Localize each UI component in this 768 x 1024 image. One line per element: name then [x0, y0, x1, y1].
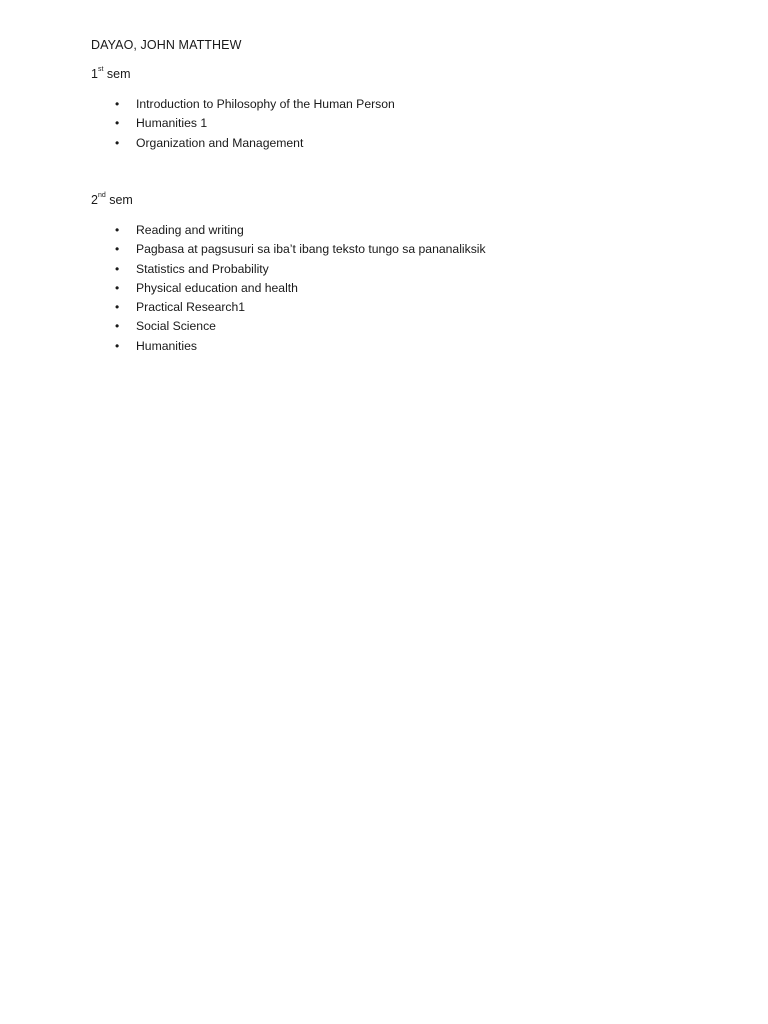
- semester-ordinal-suffix: st: [97, 66, 104, 73]
- bullet-icon: •: [115, 300, 120, 315]
- bullet-icon: •: [115, 223, 120, 237]
- semester-label: sem: [109, 193, 133, 207]
- bullet-icon: •: [115, 319, 120, 334]
- course-title: Humanities: [136, 338, 197, 353]
- semester-number: 1: [91, 67, 98, 81]
- course-title: Social Science: [136, 319, 216, 334]
- course-title: Statistics and Probability: [136, 261, 269, 276]
- course-title: Pagbasa at pagsusuri sa iba’t ibang teksto tungo sa pananaliksik: [136, 242, 486, 257]
- author-name: DAYAO, JOHN MATTHEW: [91, 38, 242, 52]
- bullet-icon: •: [115, 280, 120, 295]
- semester-heading-2: [91, 193, 133, 207]
- bullet-icon: •: [115, 338, 120, 353]
- course-title: Introduction to Philosophy of the Human Person: [136, 97, 395, 111]
- course-title: Reading and writing: [136, 223, 244, 237]
- semester-heading-1: [91, 67, 131, 81]
- bullet-icon: •: [115, 135, 120, 150]
- bullet-icon: •: [115, 242, 120, 257]
- course-title: Humanities 1: [136, 116, 208, 131]
- course-title: Practical Research1: [136, 300, 246, 315]
- bullet-icon: •: [115, 116, 120, 131]
- course-title: Physical education and health: [136, 280, 298, 295]
- bullet-icon: •: [115, 261, 120, 276]
- bullet-icon: •: [115, 97, 120, 111]
- course-title: Organization and Management: [136, 135, 304, 150]
- semester-number: 2: [91, 193, 98, 207]
- semester-ordinal-suffix: nd: [97, 192, 106, 199]
- semester-label: sem: [106, 67, 131, 81]
